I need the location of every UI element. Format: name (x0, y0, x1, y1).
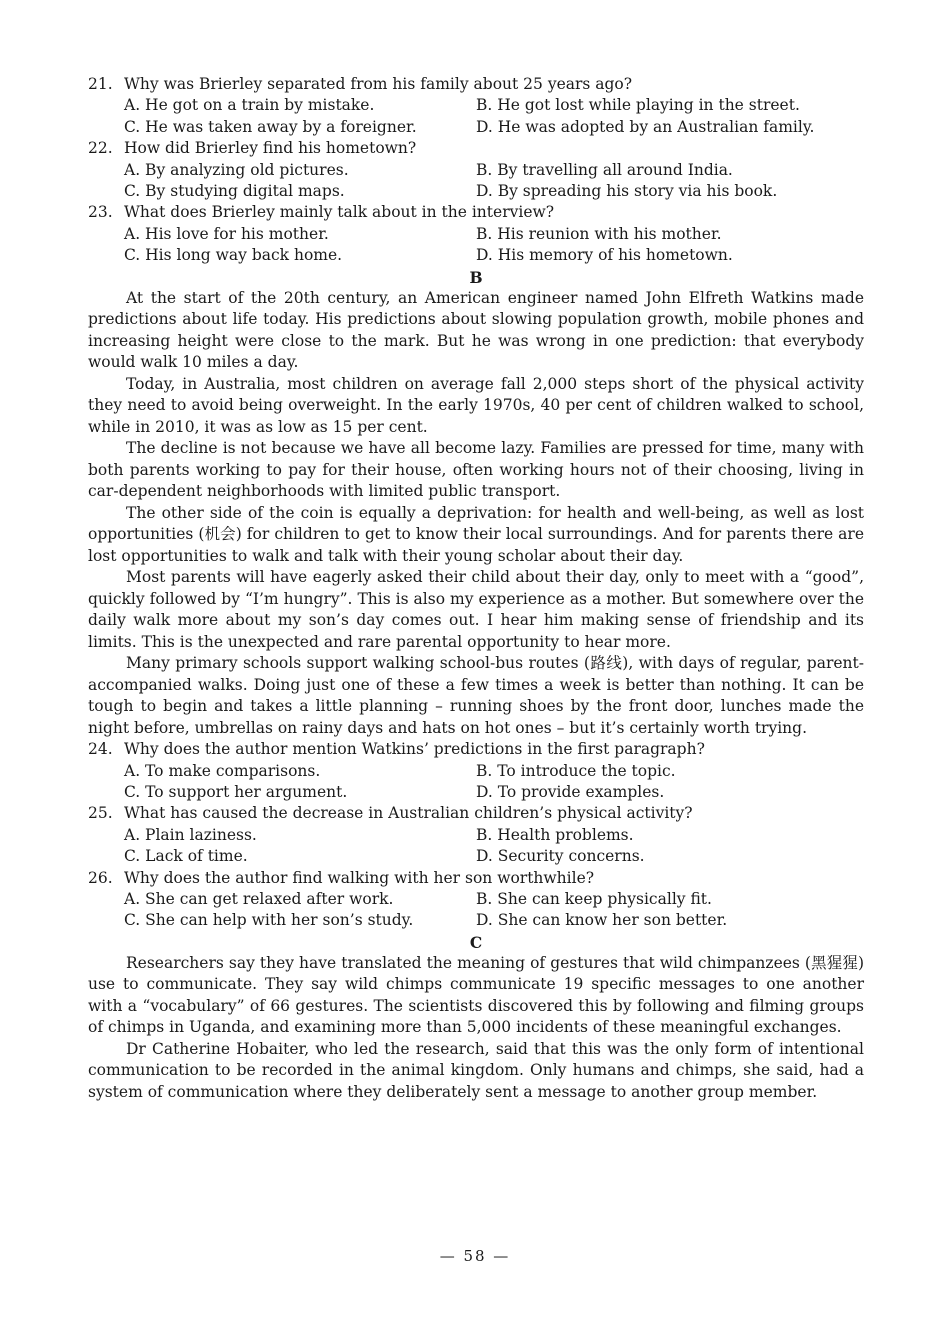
question-26 (88, 868, 864, 932)
option-c: C. She can help with her son’s study. (124, 911, 414, 930)
option-d: D. To provide examples. (476, 782, 665, 801)
question-21 (88, 74, 864, 138)
question-text: Why does the author mention Watkins’ predictions in the first paragraph? (124, 740, 705, 759)
exam-page (88, 74, 864, 1103)
question-24 (88, 739, 864, 803)
option-c: C. Lack of time. (124, 847, 248, 866)
question-number: 25. (88, 804, 113, 823)
option-d: D. By spreading his story via his book. (476, 182, 778, 201)
option-a: A. To make comparisons. (124, 761, 321, 780)
section-b-paragraph-2: Today, in Australia, most children on average fall 2,000 steps short of the physical activity they need to avoid being overweight. In the early 1970s, 40 per cent of children walked to school, while in 2010, it was as low as 15 per cent. (88, 374, 864, 436)
option-d: D. Security concerns. (476, 847, 645, 866)
question-number: 24. (88, 740, 113, 759)
question-text: What has caused the decrease in Australian children’s physical activity? (124, 804, 693, 823)
option-b: B. To introduce the topic. (476, 761, 676, 780)
option-c: C. To support her argument. (124, 782, 348, 801)
options (124, 95, 864, 138)
question-text: How did Brierley find his hometown? (124, 139, 417, 158)
question-number: 23. (88, 203, 113, 222)
options (124, 825, 864, 868)
option-d: D. She can know her son better. (476, 911, 728, 930)
options (124, 224, 864, 267)
option-c: C. His long way back home. (124, 246, 343, 265)
question-text: Why was Brierley separated from his family about 25 years ago? (124, 75, 633, 93)
option-b: B. By travelling all around India. (476, 160, 733, 179)
page-number: — 58 — (439, 1247, 511, 1265)
question-text: What does Brierley mainly talk about in the interview? (124, 203, 555, 222)
option-b: B. Health problems. (476, 825, 634, 844)
section-c-paragraph-1: Researchers say they have translated the meaning of gestures that wild chimpanzees (黑猩猩) use to communicate. They say wild chimps communicate 19 specific messages to one another with a “vocabulary” of 66 gestures. The scientists discovered this by following and filming groups of chimps in Uganda, and examining more than 5,000 incidents of these meaningful exchanges. (88, 953, 864, 1037)
options (124, 889, 864, 932)
section-b-paragraph-6: Many primary schools support walking school-bus routes (路线), with days of regular, parent-accompanied walks. Doing just one of these a few times a week is better than nothing. It can be tough to begin and takes a little planning – running shoes by the front door, lunches made the night before, umbrellas on rainy days and hats on hot ones – but it’s certainly worth trying. (88, 654, 864, 737)
section-b-paragraph-3: The decline is not because we have all become lazy. Families are pressed for time, many with both parents working to pay for their house, often working hours not of their choosing, living in car-dependent neighborhoods with limited public transport. (88, 439, 864, 501)
option-a: A. Plain laziness. (124, 825, 257, 844)
question-number: 22. (88, 139, 113, 158)
options (124, 761, 864, 804)
options (124, 160, 864, 203)
option-b: B. She can keep physically fit. (476, 890, 712, 908)
section-c-paragraph-2: Dr Catherine Hobaiter, who led the research, said that this was the only form of intentional communication to be recorded in the animal kingdom. Only humans and chimps, she said, had a system of communication where they deliberately sent a message to another group member. (88, 1039, 864, 1101)
section-c-heading: C (469, 932, 483, 952)
question-25 (88, 803, 864, 867)
option-b: B. His reunion with his mother. (476, 224, 722, 243)
option-a: A. She can get relaxed after work. (124, 890, 394, 908)
question-22 (88, 138, 864, 202)
section-b-heading: B (469, 267, 483, 287)
question-number: 26. (88, 868, 113, 887)
option-c: C. He was taken away by a foreigner. (124, 117, 417, 136)
option-d: D. He was adopted by an Australian family. (476, 117, 815, 136)
question-text: Why does the author find walking with her son worthwhile? (124, 868, 595, 887)
question-23 (88, 202, 864, 266)
option-a: A. He got on a train by mistake. (124, 96, 375, 115)
option-b: B. He got lost while playing in the street. (476, 96, 800, 115)
section-b-paragraph-1: At the start of the 20th century, an American engineer named John Elfreth Watkins made predictions about life today. His predictions about slowing population growth, mobile phones and increasing height were close to the mark. But he was wrong in one prediction: that everybody would walk 10 miles a day. (88, 288, 864, 372)
question-number: 21. (88, 75, 113, 93)
section-b-paragraph-5: Most parents will have eagerly asked their child about their day, only to meet with a “good”, quickly followed by “I’m hungry”. This is also my experience as a mother. But somewhere over the daily walk more about my son’s day comes out. I hear him making sense of friendship and its limits. This is the unexpected and rare parental opportunity to hear more. (88, 568, 864, 651)
option-c: C. By studying digital maps. (124, 182, 345, 201)
option-d: D. His memory of his hometown. (476, 246, 733, 265)
option-a: A. By analyzing old pictures. (124, 160, 349, 179)
section-b-paragraph-4: The other side of the coin is equally a deprivation: for health and well-being, as well as lost opportunities (机会) for children to get to know their local surroundings. And for parents there are lost opportunities to walk and talk with their young scholar about their day. (88, 503, 864, 565)
option-a: A. His love for his mother. (124, 224, 329, 243)
